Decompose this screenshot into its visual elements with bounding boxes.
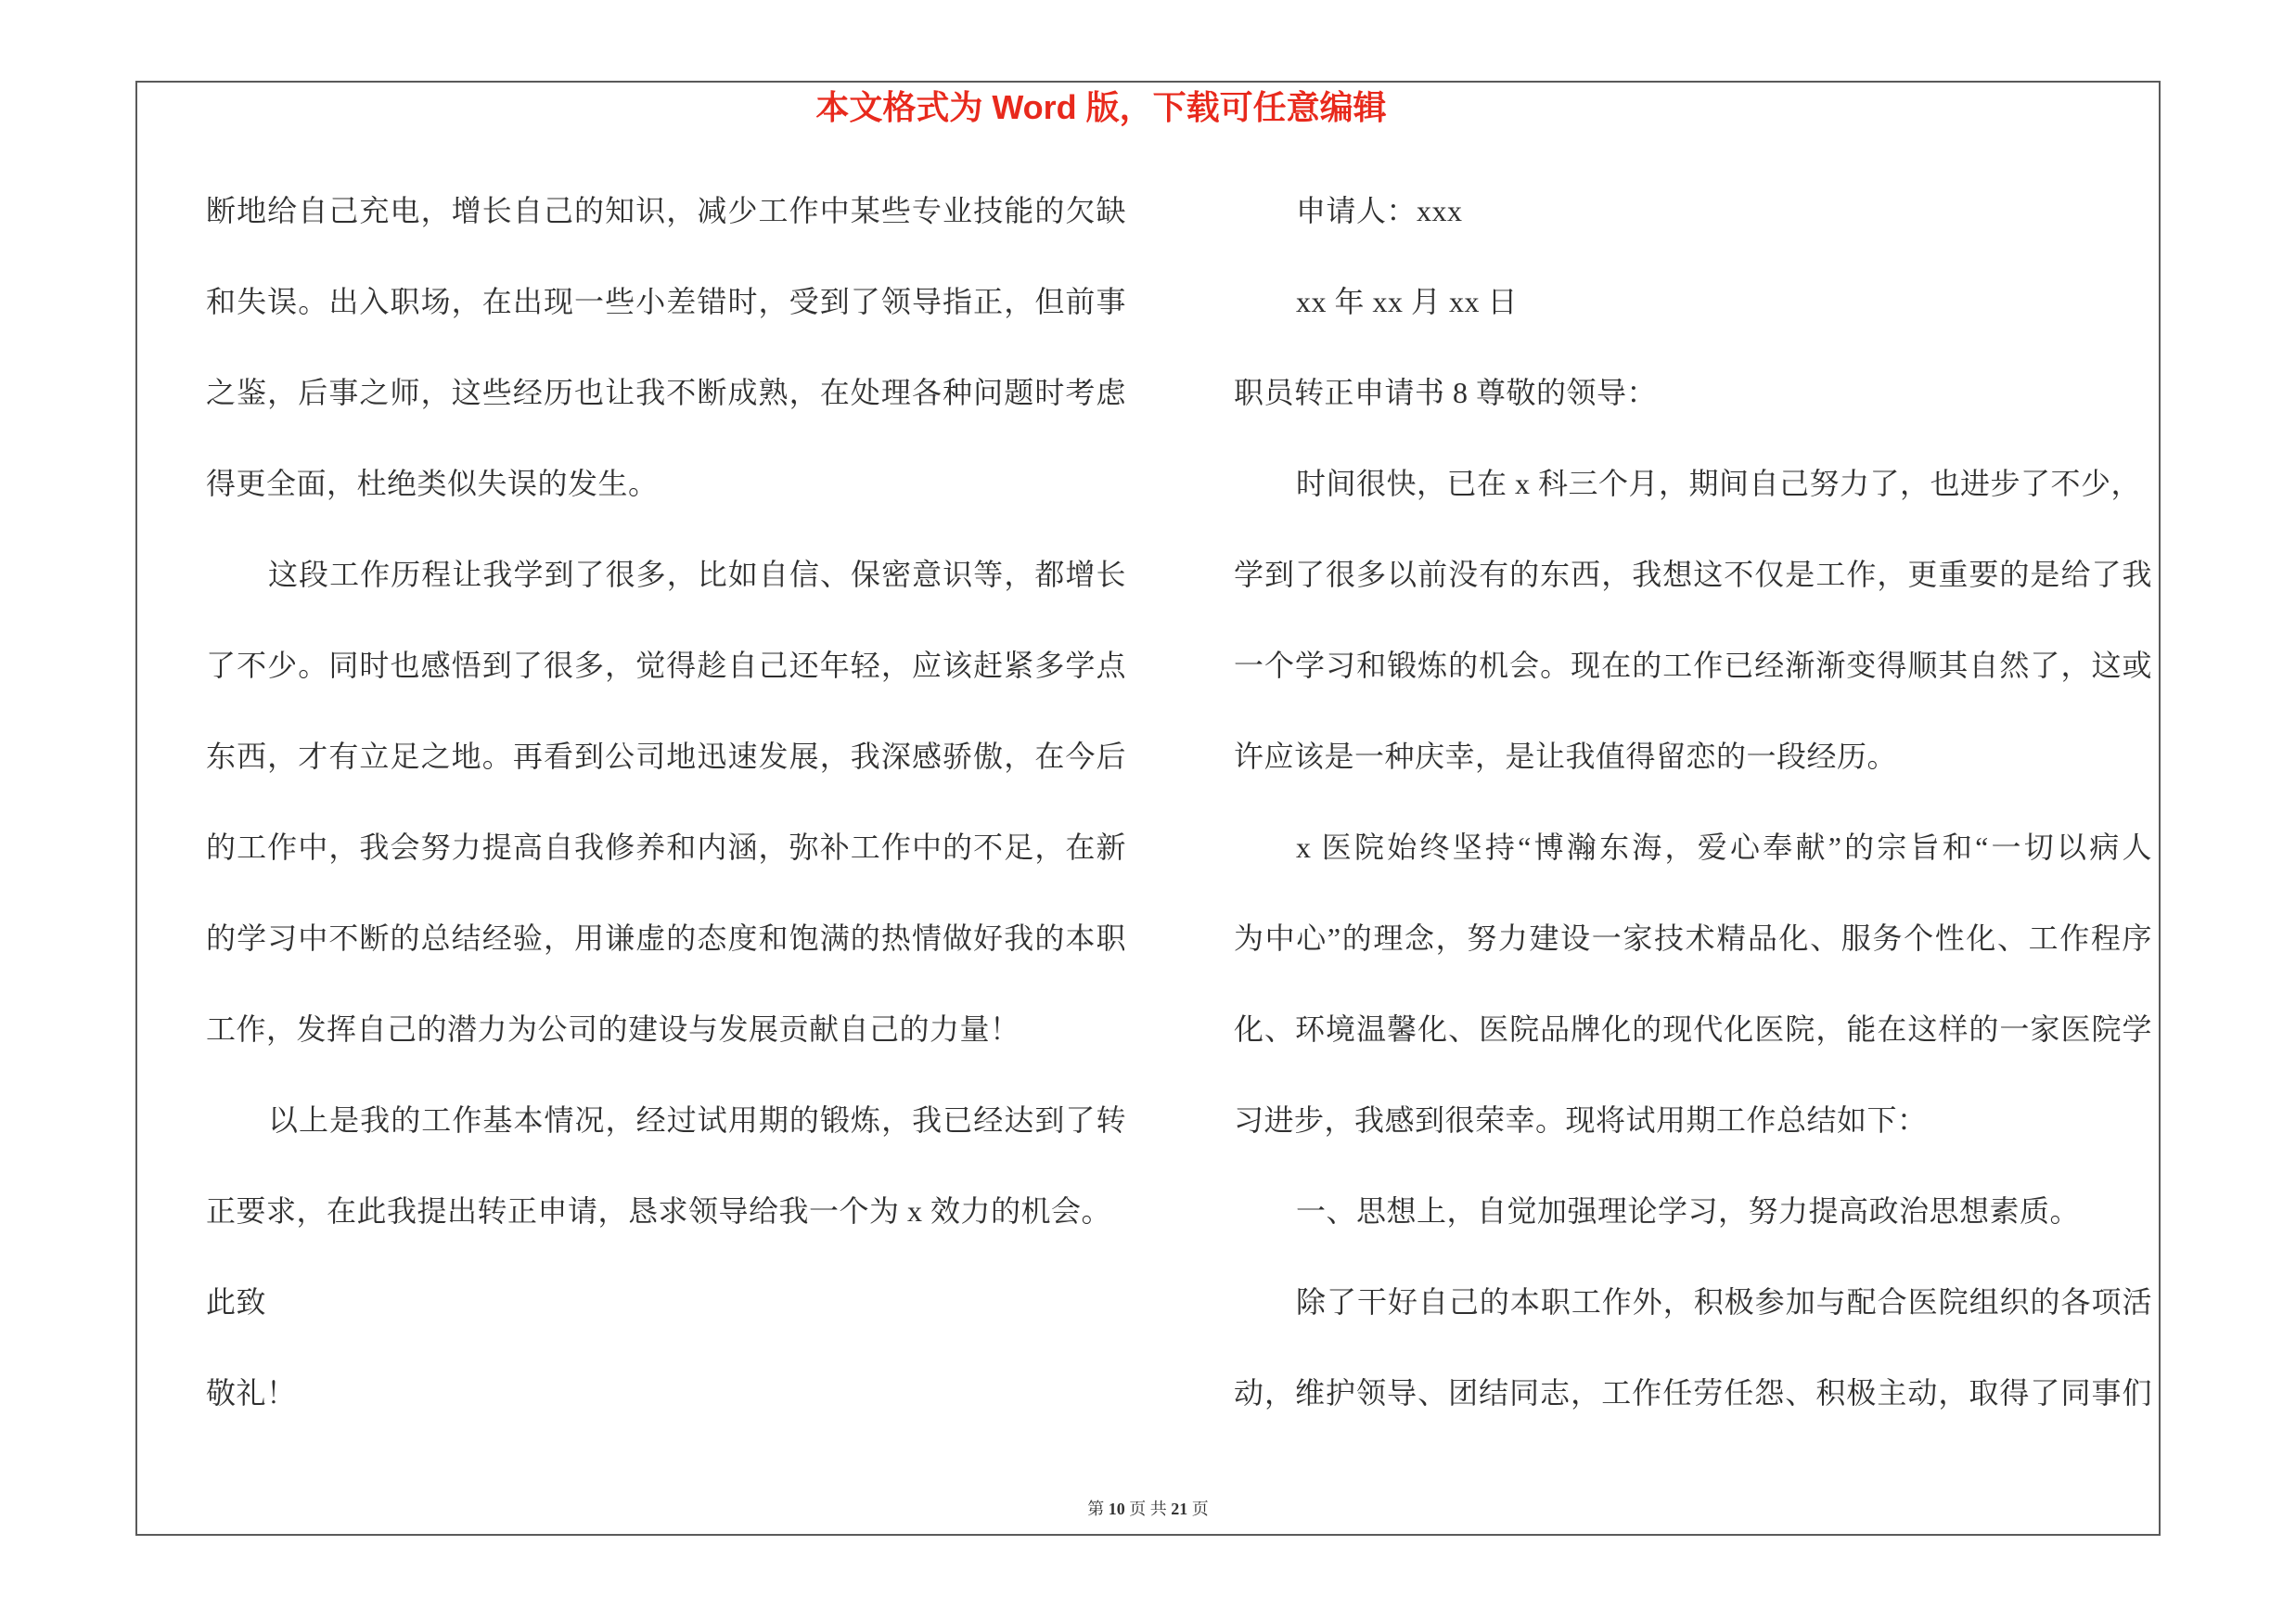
text-line: 一、思想上，自觉加强理论学习，努力提高政治思想素质。	[1296, 1194, 2081, 1228]
applicant-line: 申请人：xxx	[1296, 194, 1463, 227]
closing-salutation: 此致	[206, 1285, 267, 1319]
current-page-number: 10	[1108, 1500, 1125, 1518]
footer-suffix: 页	[1191, 1500, 1209, 1518]
left-column	[206, 165, 1126, 1438]
text-line: 以上是我的工作基本情况，经过试用期的锻炼，我已经达到了转	[268, 1103, 1126, 1137]
text-line: 动，维护领导、团结同志，工作任劳任怨、积极主动，取得了同事们	[1234, 1376, 2152, 1410]
text-line: 东西，才有立足之地。再看到公司地迅速发展，我深感骄傲，在今后	[206, 740, 1126, 773]
text-line: 的工作中，我会努力提高自我修养和内涵，弥补工作中的不足，在新	[206, 831, 1126, 864]
text-line: 一个学习和锻炼的机会。现在的工作已经渐渐变得顺其自然了，这或	[1234, 649, 2152, 682]
total-pages-number: 21	[1171, 1500, 1188, 1518]
text-line: 断地给自己充电，增长自己的知识，减少工作中某些专业技能的欠缺	[206, 194, 1126, 227]
footer-middle: 页 共	[1129, 1500, 1167, 1518]
date-line: xx 年 xx 月 xx 日	[1296, 285, 1519, 318]
text-line: 时间很快，已在 x 科三个月，期间自己努力了，也进步了不少，	[1296, 467, 2142, 500]
text-line: 学到了很多以前没有的东西，我想这不仅是工作，更重要的是给了我	[1234, 558, 2152, 591]
text-line: x 医院始终坚持“博瀚东海，爱心奉献”的宗旨和“一切以病人	[1296, 831, 2152, 864]
text-line: 习进步，我感到很荣幸。现将试用期工作总结如下：	[1234, 1103, 1928, 1137]
page-number-footer	[0, 1498, 2296, 1520]
text-line: 许应该是一种庆幸，是让我值得留恋的一段经历。	[1234, 740, 1898, 773]
section-heading: 职员转正申请书 8 尊敬的领导：	[1234, 376, 1658, 409]
footer-prefix: 第	[1087, 1500, 1105, 1518]
text-line: 了不少。同时也感悟到了很多，觉得趁自己还年轻，应该赶紧多学点	[206, 649, 1126, 682]
text-line: 这段工作历程让我学到了很多，比如自信、保密意识等，都增长	[268, 558, 1126, 591]
text-line: 的学习中不断的总结经验，用谦虚的态度和饱满的热情做好我的本职	[206, 921, 1126, 955]
text-line: 工作，发挥自己的潜力为公司的建设与发展贡献自己的力量！	[206, 1012, 1020, 1046]
text-line: 除了干好自己的本职工作外，积极参加与配合医院组织的各项活	[1296, 1285, 2152, 1319]
text-line: 化、环境温馨化、医院品牌化的现代化医院，能在这样的一家医院学	[1234, 1012, 2152, 1046]
text-line: 之鉴，后事之师，这些经历也让我不断成熟，在处理各种问题时考虑	[206, 376, 1126, 409]
text-line: 正要求，在此我提出转正申请，恳求领导给我一个为 x 效力的机会。	[206, 1194, 1112, 1228]
format-notice-title: 本文格式为 Word 版，下载可任意编辑	[815, 88, 1387, 126]
closing-regards: 敬礼！	[206, 1376, 297, 1410]
text-line: 为中心”的理念，努力建设一家技术精品化、服务个性化、工作程序	[1234, 921, 2152, 955]
text-line: 和失误。出入职场，在出现一些小差错时，受到了领导指正，但前事	[206, 285, 1126, 318]
right-column	[1234, 165, 2152, 1438]
text-line: 得更全面，杜绝类似失误的发生。	[206, 467, 659, 500]
